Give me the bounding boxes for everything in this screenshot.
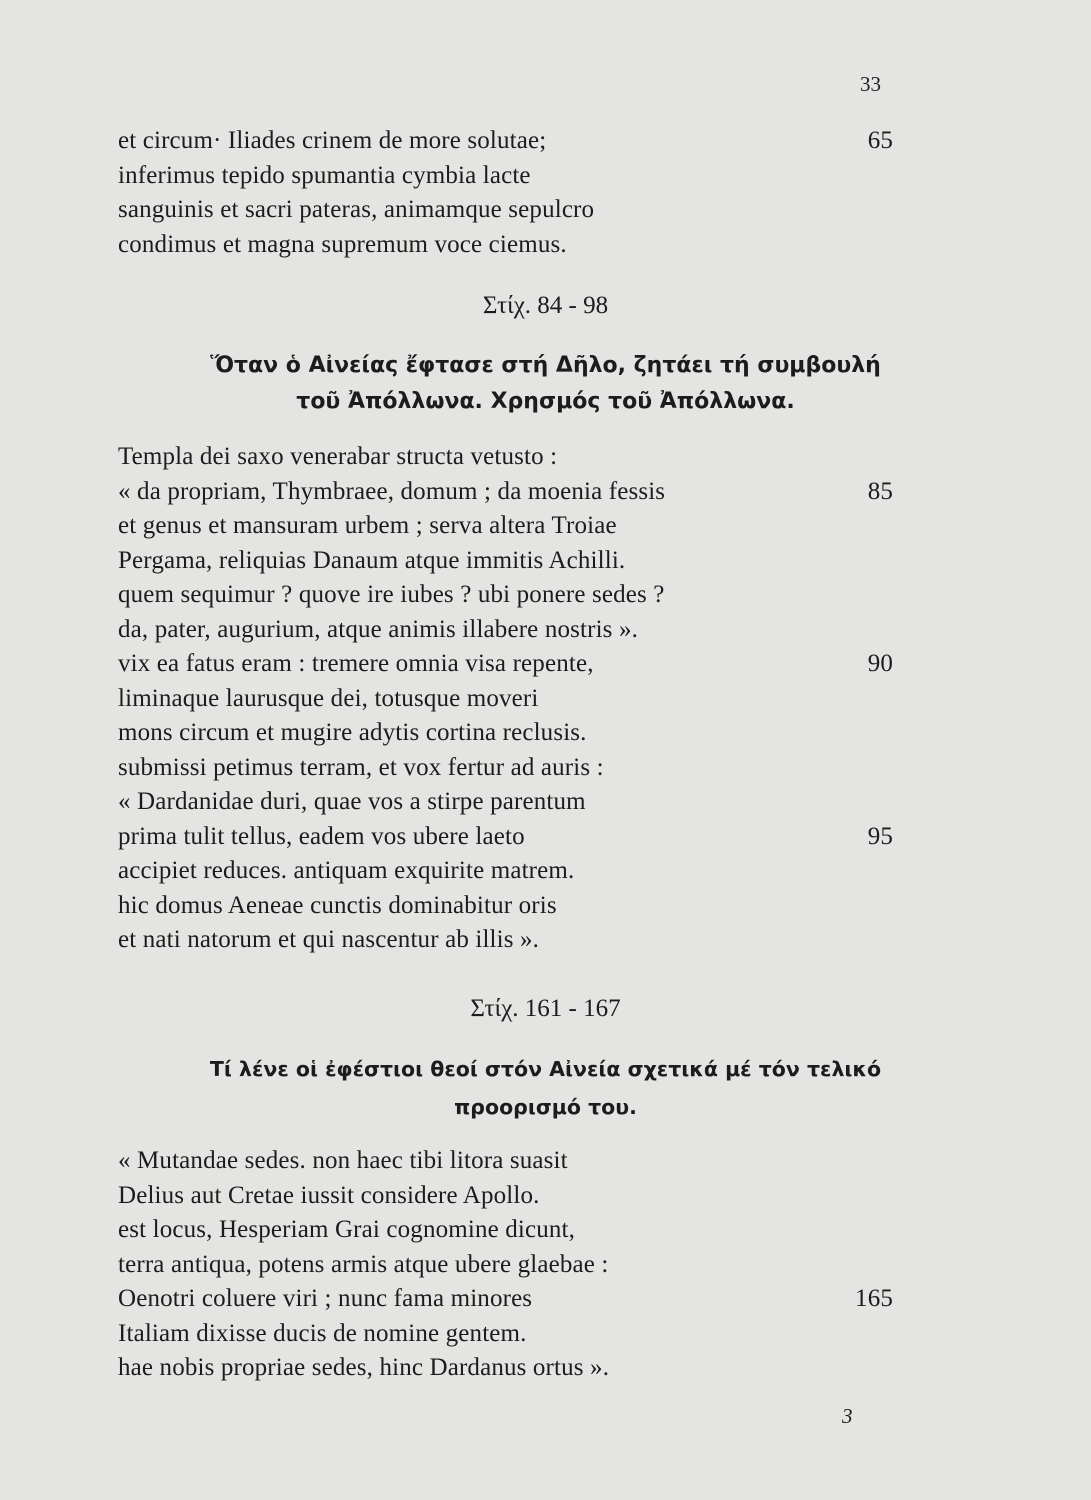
verse-text: submissi petimus terram, et vox fertur ad auris :	[118, 753, 604, 781]
verse-text: vix ea fatus eram : tremere omnia visa repente,	[118, 650, 594, 677]
line-number: 85	[867, 477, 893, 505]
verse-line	[118, 613, 893, 648]
verse-line	[118, 1282, 893, 1317]
verse-text: et genus et mansuram urbem ; serva altera Troiae	[118, 512, 617, 539]
verse-text: inferimus tepido spumantia cymbia lacte	[118, 161, 531, 189]
verse-line	[118, 1179, 893, 1214]
verse-line	[118, 440, 893, 475]
verse-line	[118, 647, 893, 682]
verse-text: hic domus Aeneae cunctis dominabitur oris	[118, 891, 557, 919]
heading-line: προορισμό του.	[454, 1095, 637, 1119]
verse-reference-2: Στίχ. 161 - 167	[470, 995, 621, 1022]
verse-text: liminaque laurusque dei, totusque moveri	[118, 684, 539, 712]
verse-text: Delius aut Cretae iussit considere Apollo.	[118, 1181, 540, 1209]
heading-line: τοῦ Ἀπόλλωνα. Χρησμός τοῦ Ἀπόλλωνα.	[296, 389, 795, 414]
verse-line	[118, 1317, 893, 1352]
verse-line	[118, 889, 893, 924]
verse-text: est locus, Hesperiam Grai cognomine dicunt,	[118, 1216, 576, 1243]
verse-text: Oenotri coluere viri ; nunc fama minores	[118, 1285, 533, 1312]
verse-line	[118, 159, 893, 194]
line-number: 65	[867, 127, 893, 154]
verse-line	[118, 716, 893, 751]
verse-text: mons circum et mugire adytis cortina reclusis.	[118, 719, 587, 746]
verse-text: quem sequimur ? quove ire iubes ? ubi ponere sedes ?	[118, 581, 665, 608]
verse-block-1	[118, 124, 893, 262]
verse-line	[118, 923, 893, 958]
verse-text: condimus et magna supremum voce ciemus.	[118, 230, 567, 258]
verse-text: prima tulit tellus, eadem vos ubere laeto	[118, 822, 525, 850]
verse-text: hae nobis propriae sedes, hinc Dardanus ortus ».	[118, 1354, 610, 1381]
verse-line	[118, 228, 893, 263]
signature-mark: 3	[842, 1404, 853, 1428]
verse-line	[118, 1144, 893, 1179]
section-heading-2	[0, 1050, 1091, 1126]
verse-block-3	[118, 1144, 893, 1386]
verse-line	[118, 193, 893, 228]
verse-text: « da propriam, Thymbraee, domum ; da moenia fessis	[118, 477, 666, 505]
line-number: 95	[867, 822, 893, 850]
verse-text: et nati natorum et qui nascentur ab illis ».	[118, 926, 540, 953]
page-number: 33	[860, 72, 881, 96]
verse-line	[118, 820, 893, 855]
verse-text: accipiet reduces. antiquam exquirite matrem.	[118, 857, 575, 884]
verse-text: et circum· Iliades crinem de more solutae;	[118, 127, 547, 154]
verse-text: Templa dei saxo venerabar structa vetusto :	[118, 443, 558, 470]
verse-line	[118, 475, 893, 510]
verse-text: Pergama, reliquias Danaum atque immitis Achilli.	[118, 546, 626, 574]
verse-line	[118, 578, 893, 613]
verse-text: sanguinis et sacri pateras, animamque sepulcro	[118, 196, 595, 223]
verse-line	[118, 854, 893, 889]
verse-text: « Dardanidae duri, quae vos a stirpe parentum	[118, 788, 586, 815]
verse-text: « Mutandae sedes. non haec tibi litora suasit	[118, 1147, 568, 1174]
verse-line	[118, 682, 893, 717]
verse-line	[118, 751, 893, 786]
verse-reference-1: Στίχ. 84 - 98	[482, 292, 609, 319]
line-number: 90	[867, 650, 893, 677]
verse-block-2	[118, 440, 893, 958]
section-heading-1	[0, 348, 1091, 420]
verse-line	[118, 785, 893, 820]
heading-line: Τί λένε οἱ ἐφέστιοι θεοί στόν Αἰνεία σχετικά μέ τόν τελικό	[209, 1057, 882, 1081]
verse-line	[118, 1213, 893, 1248]
verse-line	[118, 1248, 893, 1283]
verse-line	[118, 124, 893, 159]
heading-line: Ὅταν ὁ Αἰνείας ἔφτασε στή Δῆλο, ζητάει τή συμβουλή	[210, 353, 881, 378]
verse-text: terra antiqua, potens armis atque ubere glaebae :	[118, 1250, 609, 1278]
line-number: 165	[855, 1285, 893, 1312]
verse-text: Italiam dixisse ducis de nomine gentem.	[118, 1319, 527, 1347]
verse-line	[118, 509, 893, 544]
verse-line	[118, 544, 893, 579]
verse-line	[118, 1351, 893, 1386]
verse-text: da, pater, augurium, atque animis illabere nostris ».	[118, 615, 638, 643]
